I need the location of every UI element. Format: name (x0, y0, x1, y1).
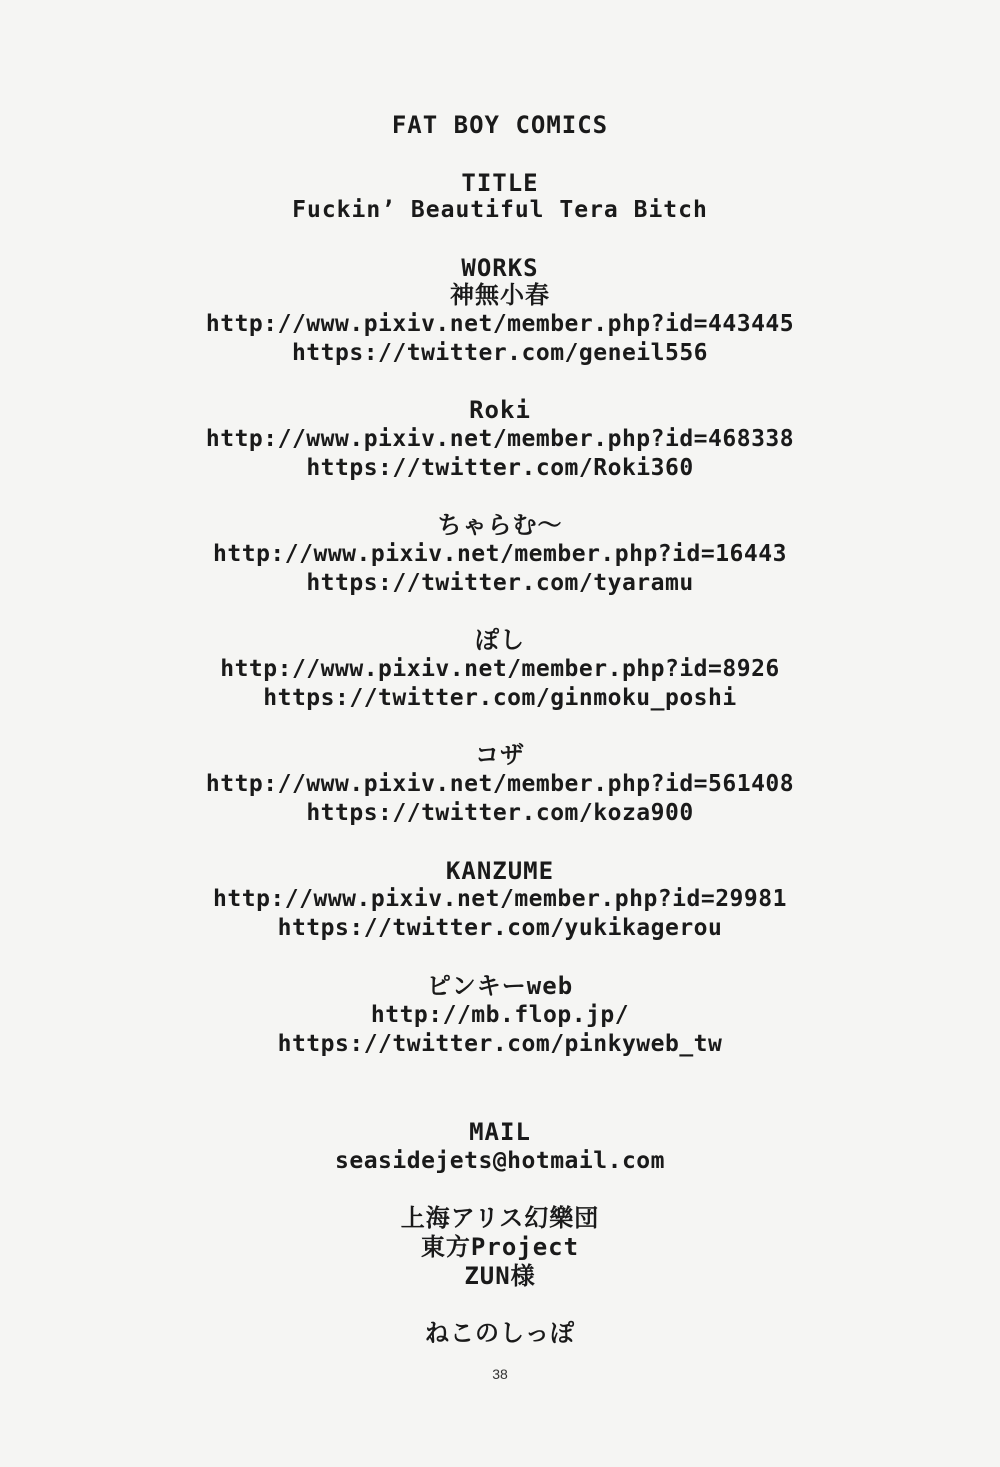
artist-link[interactable]: http://www.pixiv.net/member.php?id=8926 (220, 656, 780, 682)
artist-name: 神無小春 (450, 281, 550, 309)
mail-label: MAIL (469, 1118, 531, 1146)
artist-name: Roki (469, 396, 531, 424)
credit-line: ZUN様 (464, 1262, 536, 1290)
artist-link[interactable]: http://www.pixiv.net/member.php?id=443445 (205, 311, 795, 337)
credit-line: 東方Project (420, 1233, 580, 1261)
book-title: Fuckin’ Beautiful Tera Bitch (292, 197, 708, 223)
artist-link[interactable]: http://mb.flop.jp/ (370, 1002, 630, 1028)
artist-link[interactable]: https://twitter.com/ginmoku_poshi (263, 685, 737, 711)
artist-name: ピンキーweb (426, 972, 574, 1000)
mail-address[interactable]: seasidejets@hotmail.com (335, 1148, 665, 1174)
artist-link[interactable]: https://twitter.com/koza900 (306, 800, 694, 826)
title-label: TITLE (461, 169, 539, 197)
works-label: WORKS (461, 254, 539, 282)
artist-link[interactable]: http://www.pixiv.net/member.php?id=561408 (205, 771, 795, 797)
circle-name: FAT BOY COMICS (391, 111, 609, 139)
page-number: 38 (492, 1366, 508, 1382)
artist-link[interactable]: https://twitter.com/geneil556 (291, 340, 709, 366)
artist-link[interactable]: https://twitter.com/Roki360 (306, 455, 694, 481)
artist-link[interactable]: https://twitter.com/yukikagerou (277, 915, 723, 941)
artist-link[interactable]: https://twitter.com/pinkyweb_tw (277, 1031, 723, 1057)
artist-name: ちゃらむ〜 (437, 511, 563, 539)
artist-name: コザ (475, 741, 525, 769)
artist-link[interactable]: http://www.pixiv.net/member.php?id=16443 (213, 541, 787, 567)
artist-name: KANZUME (445, 857, 555, 885)
artist-name: ぽし (475, 626, 525, 654)
artist-link[interactable]: http://www.pixiv.net/member.php?id=468338 (205, 426, 795, 452)
artist-link[interactable]: http://www.pixiv.net/member.php?id=29981 (213, 886, 787, 912)
artist-link[interactable]: https://twitter.com/tyaramu (306, 570, 694, 596)
thanks-line: ねこのしっぽ (425, 1319, 575, 1347)
credit-line: 上海アリス幻樂団 (400, 1204, 600, 1232)
